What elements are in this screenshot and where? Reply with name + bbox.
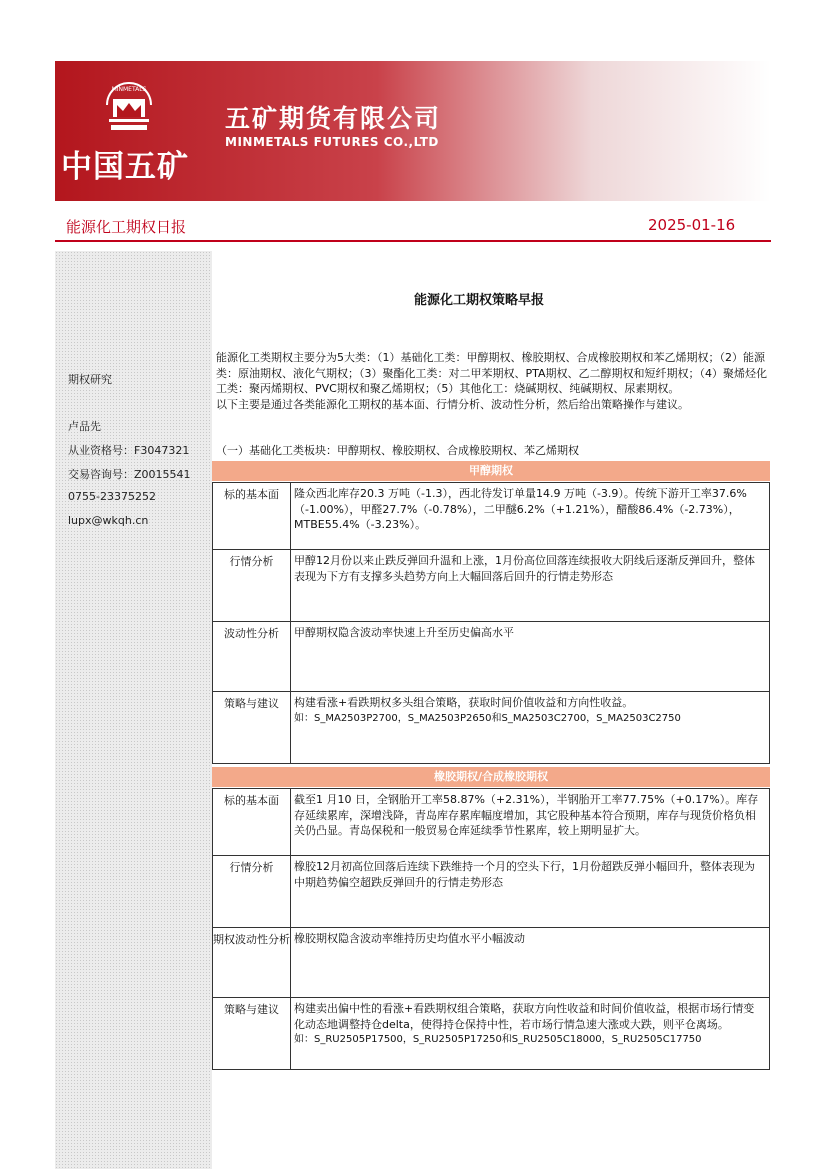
strategy-text: 构建看涨+看跌期权多头组合策略，获取时间价值收益和方向性收益。 [294,696,634,709]
row-label: 行情分析 [212,856,291,928]
sidebar [55,251,212,1169]
row-label: 行情分析 [212,550,291,622]
table-row [212,692,770,764]
row-label: 期权波动性分析 [212,928,291,998]
row-label: 策略与建议 [212,692,291,764]
row-content [291,998,770,1070]
table-row [212,856,770,928]
table-row [212,788,770,856]
row-content: 甲醇期权隐含波动率快速上升至历史偏高水平 [291,622,770,692]
table-row [212,622,770,692]
table-row [212,482,770,550]
intro-paragraph: 以下主要是通过各类能源化工期权的基本面、行情分析、波动性分析，然后给出策略操作与建议。 [216,397,689,411]
row-content: 甲醇12月份以来止跌反弹回升温和上涨，1月份高位回落连续报收大阴线后逐渐反弹回升，整体表现为下方有支撑多头趋势方向上大幅回落后回升的行情走势形态 [291,550,770,622]
email-link[interactable]: lupx@wkqh.cn [68,514,149,527]
row-content: 隆众西北库存20.3 万吨（-1.3），西北待发订单量14.9 万吨（-3.9）。传统下游开工率37.6%（-1.00%），甲醛27.7%（-0.78%），二甲醚6.2%（+1.21%），醋酸86.4%（-2.73%），MTBE55.4%（-3.23%）。 [291,482,770,550]
intro-text [216,350,768,412]
row-label: 策略与建议 [212,998,291,1070]
row-label: 标的基本面 [212,482,291,550]
report-title: 能源化工期权日报 [66,218,187,236]
row-content: 截至1 月10 日，全钢胎开工率58.87%（+2.31%），半钢胎开工率77.75%（+0.17%）。库存存延续累库，深增浅降，青岛库存累库幅度增加，其它股种基本符合预期，库存与现货价格负相关仍凸显。青岛保税和一般贸易仓库延续季节性累库，较上期明显扩大。 [291,788,770,856]
company-name-en: MINMETALS FUTURES CO.,LTD [225,135,439,149]
strategy-example: 如：S_RU2505P17500，S_RU2505P17250和S_RU2505C18000，S_RU2505C17750 [294,1034,702,1045]
section-heading: （一）基础化工类板块：甲醇期权、橡胶期权、合成橡胶期权、苯乙烯期权 [216,444,579,457]
table-row [212,550,770,622]
intro-paragraph: 能源化工类期权主要分为5大类：（1）基础化工类：甲醇期权、橡胶期权、合成橡胶期权和苯乙烯期权；（2）能源类：原油期权、液化气期权；（3）聚酯化工类：对二甲苯期权、PTA期权、乙二醇期权和短纤期权；（4）聚烯烃化工类：聚丙烯期权、PVC期权和聚乙烯期权；（5）其他化工：烧碱期权、纯碱期权、尿素期权。 [216,351,768,395]
svg-text:MINMETALS: MINMETALS [111,86,147,93]
strategy-text: 构建卖出偏中性的看涨+看跌期权组合策略，获取方向性收益和时间价值收益，根据市场行情变化动态地调整持仓delta，使得持仓保持中性，若市场行情急速大涨或大跌，则平仓离场。 [294,1002,755,1031]
table-row [212,998,770,1070]
row-content [291,692,770,764]
sidebar-category: 期权研究 [68,373,112,386]
divider [55,240,771,242]
row-label: 标的基本面 [212,788,291,856]
consult-number: 交易咨询号：Z0015541 [68,468,191,481]
minmetals-logo-icon [101,75,157,135]
document-title: 能源化工期权策略早报 [414,293,545,308]
analyst-name: 卢品先 [68,420,101,433]
block-header-rubber: 橡胶期权/合成橡胶期权 [212,767,770,787]
row-content: 橡胶12月初高位回落后连续下跌维持一个月的空头下行，1月份超跌反弹小幅回升，整体表现为中期趋势偏空超跌反弹回升的行情走势形态 [291,856,770,928]
company-name-cn: 五矿期货有限公司 [225,104,442,133]
table-row [212,928,770,998]
row-label: 波动性分析 [212,622,291,692]
brand-name: 中国五矿 [61,149,189,185]
report-date: 2025-01-16 [648,216,736,234]
qualification-number: 从业资格号：F3047321 [68,444,190,457]
row-content: 橡胶期权隐含波动率维持历史均值水平小幅波动 [291,928,770,998]
header-banner [55,61,771,201]
block-header-methanol: 甲醇期权 [212,461,770,481]
strategy-example: 如：S_MA2503P2700，S_MA2503P2650和S_MA2503C2700，S_MA2503C2750 [294,712,681,724]
phone-number: 0755-23375252 [68,490,156,503]
